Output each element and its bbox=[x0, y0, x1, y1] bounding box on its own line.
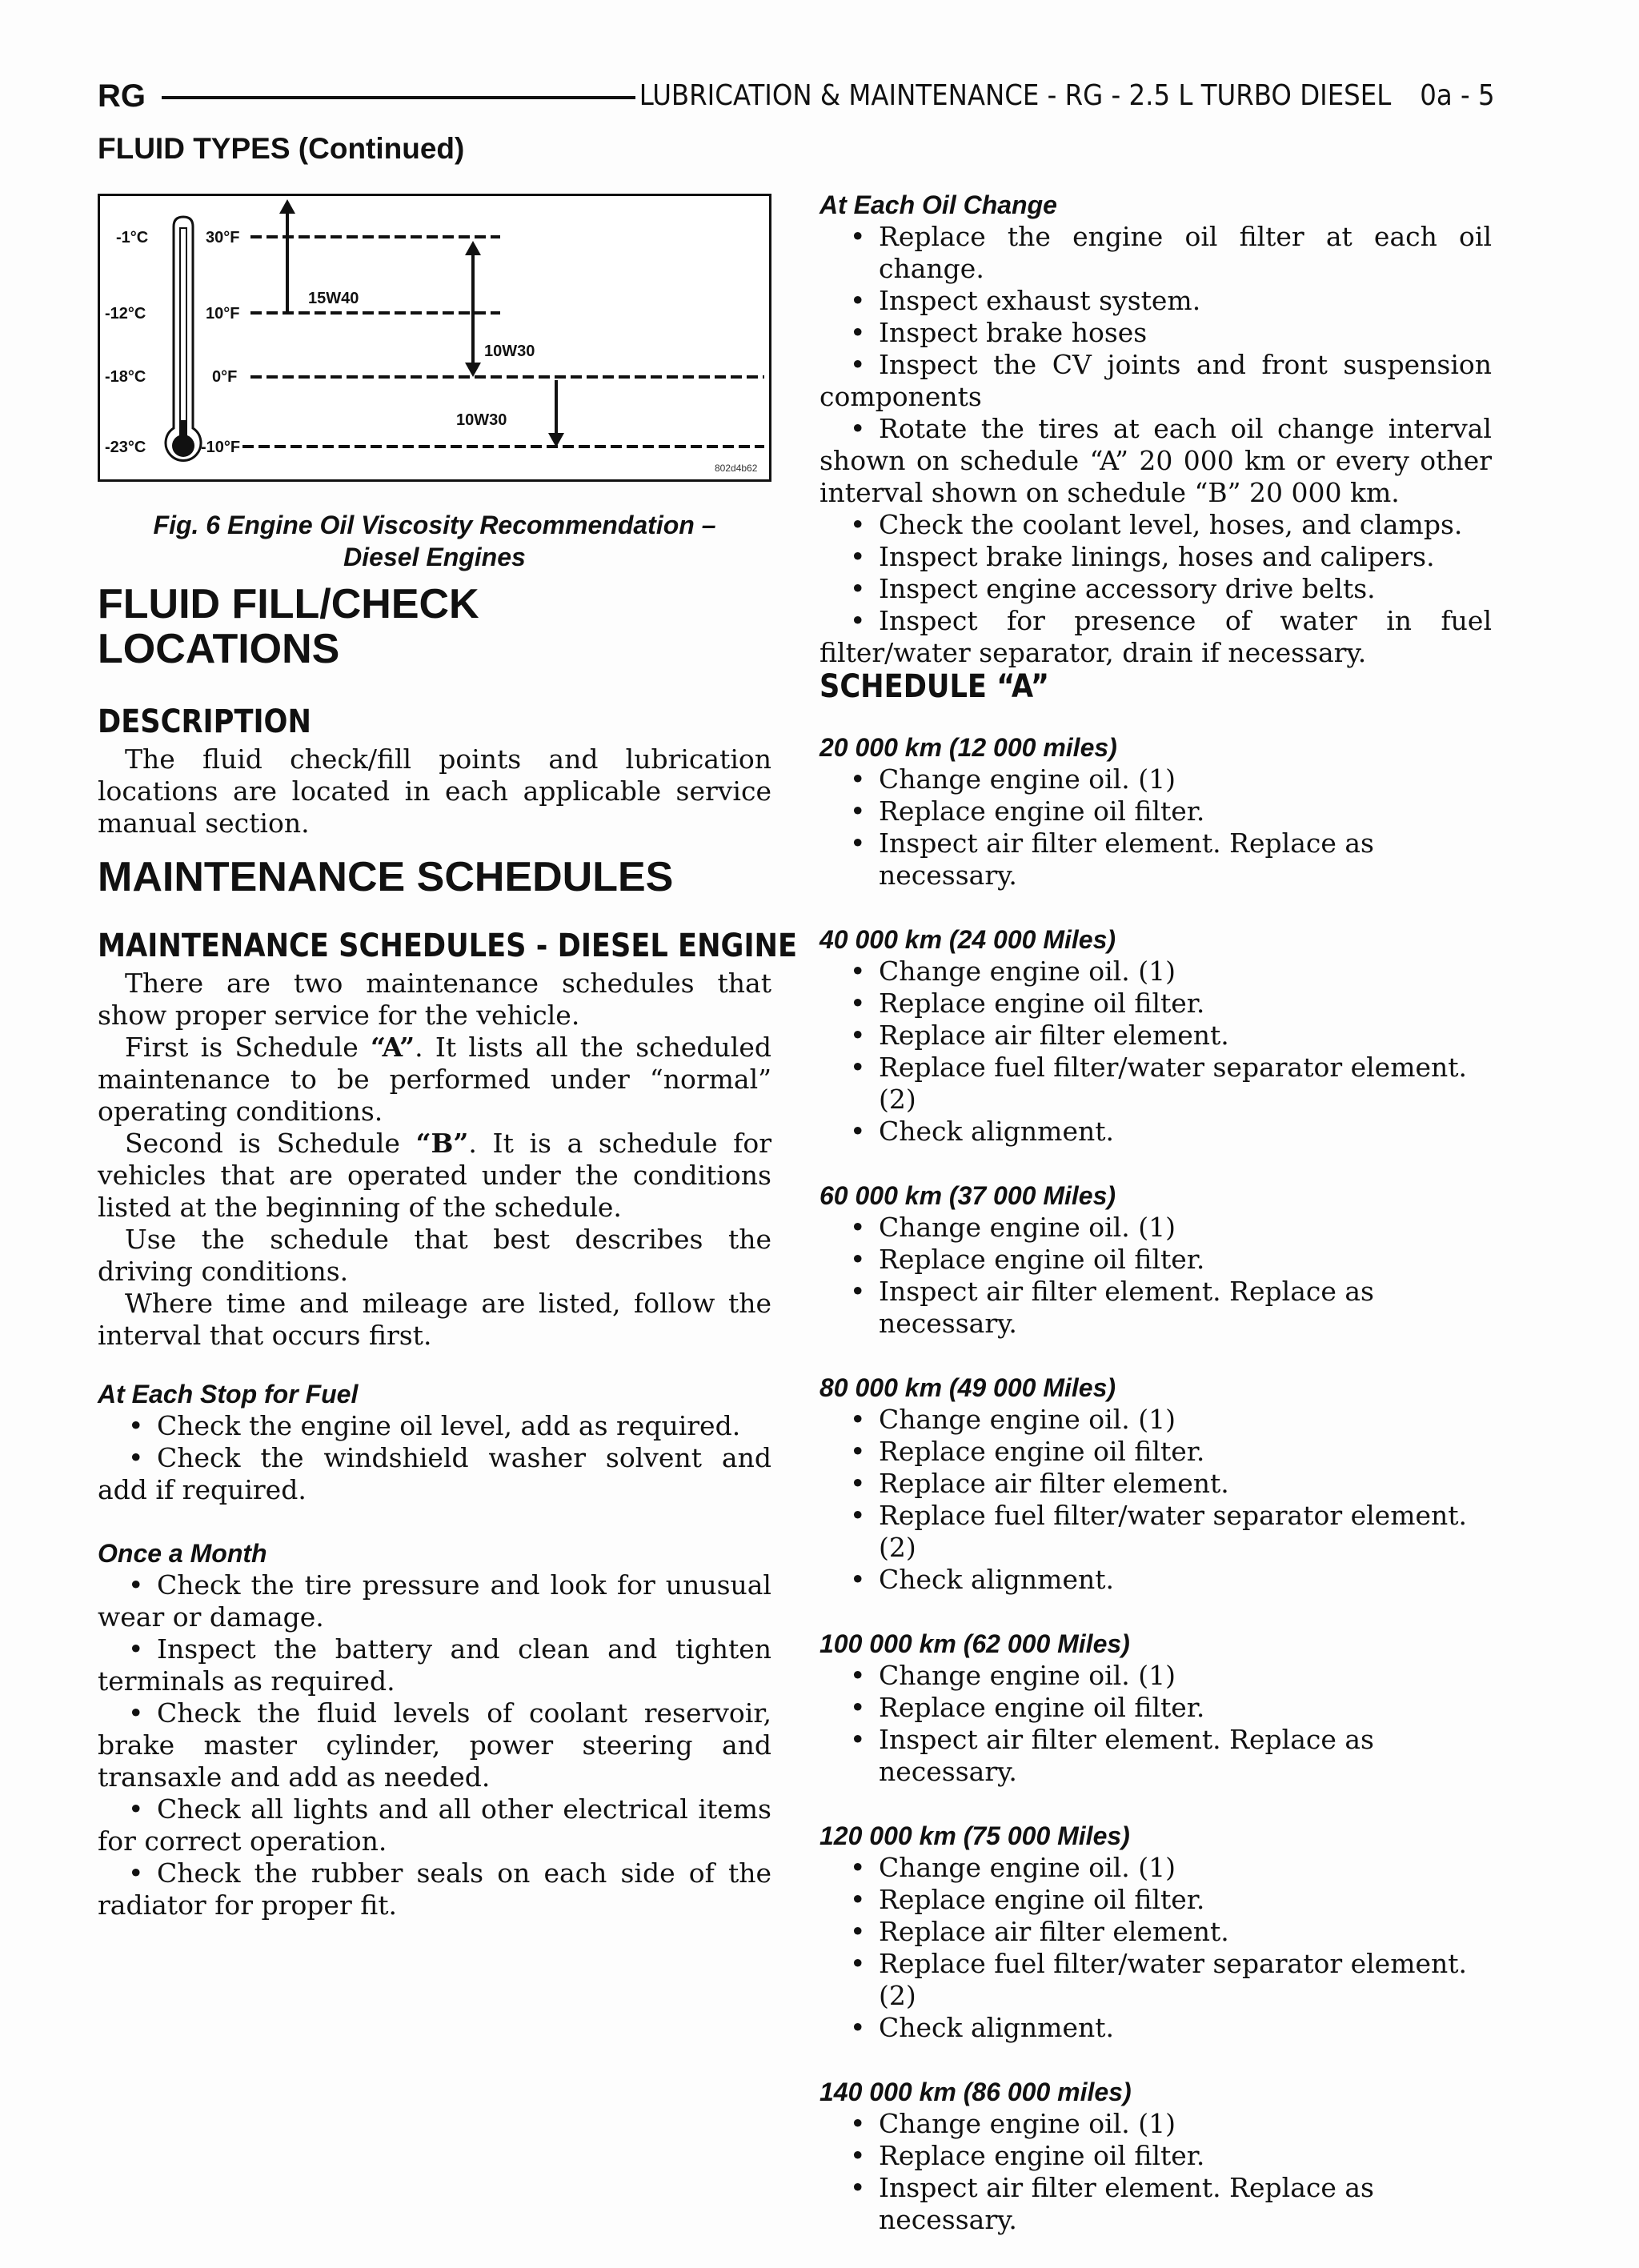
interval-heading: 40 000 km (24 000 Miles) bbox=[820, 925, 1116, 954]
text-span: First is Schedule bbox=[125, 1032, 371, 1063]
fahrenheit-label: -10°F bbox=[201, 439, 241, 456]
list-item: • Replace engine oil filter. bbox=[820, 1244, 1492, 1276]
celsius-label: -23°C bbox=[105, 439, 146, 456]
interval-heading: 20 000 km (12 000 miles) bbox=[820, 733, 1117, 762]
list-item: • Inspect for presence of water in fuel filter/water separator, drain if necessary. bbox=[820, 605, 1492, 669]
interval-block bbox=[820, 1628, 1492, 1788]
list-item: • Inspect air filter element. Replace as necessary. bbox=[820, 827, 1492, 892]
interval-heading: 100 000 km (62 000 Miles) bbox=[820, 1629, 1130, 1658]
interval-block bbox=[820, 1180, 1492, 1340]
schedule-intervals bbox=[820, 731, 1492, 2268]
list-item: • Check the engine oil level, add as required. bbox=[98, 1410, 771, 1442]
list-item: • Check the coolant level, hoses, and clamps. bbox=[820, 509, 1492, 541]
header-rule bbox=[162, 96, 635, 99]
text-span: . It is a schedule for vehicles that are operated under the conditions listed at the beginning of the schedule. bbox=[98, 1128, 772, 1223]
list-item: • Replace engine oil filter. bbox=[820, 1436, 1492, 1468]
list-item: • Change engine oil. (1) bbox=[820, 1852, 1492, 1884]
schedule-a-label: “A” bbox=[371, 1032, 415, 1063]
schedule-b-paragraph bbox=[98, 1128, 771, 1224]
fahrenheit-label: 30°F bbox=[206, 229, 240, 246]
figure-code: 802d4b62 bbox=[715, 463, 758, 474]
celsius-label: -18°C bbox=[105, 368, 146, 386]
celsius-label: -12°C bbox=[105, 305, 146, 323]
list-item: • Replace the engine oil filter at each oil change. bbox=[820, 221, 1492, 285]
interval-block bbox=[820, 2076, 1492, 2236]
list-item: • Inspect exhaust system. bbox=[820, 285, 1492, 317]
list-item: • Replace engine oil filter. bbox=[820, 1692, 1492, 1724]
list-item: • Change engine oil. (1) bbox=[820, 956, 1492, 988]
description-text: The fluid check/fill points and lubrication locations are located in each applicable service manual section. bbox=[98, 743, 771, 839]
maintenance-diesel-heading: MAINTENANCE SCHEDULES - DIESEL ENGINE bbox=[98, 928, 798, 964]
header-title-text: LUBRICATION & MAINTENANCE - RG - 2.5 L TURBO DIESEL bbox=[639, 79, 1392, 112]
list-item: • Change engine oil. (1) bbox=[820, 763, 1492, 795]
list-item: • Check alignment. bbox=[820, 1116, 1492, 1148]
list-item: • Replace engine oil filter. bbox=[820, 795, 1492, 827]
interval-block bbox=[820, 731, 1492, 892]
maintenance-intro bbox=[98, 968, 771, 1352]
list-item: • Replace engine oil filter. bbox=[820, 2140, 1492, 2172]
fuel-stop-section bbox=[98, 1378, 771, 1506]
header-section-code: RG bbox=[98, 78, 146, 114]
interval-block bbox=[820, 1820, 1492, 2044]
list-item: • Replace fuel filter/water separator element. (2) bbox=[820, 1948, 1492, 2012]
figure-caption-line2: Diesel Engines bbox=[343, 543, 526, 571]
interval-paragraph: Where time and mileage are listed, follow the interval that occurs first. bbox=[98, 1288, 771, 1351]
interval-block bbox=[820, 924, 1492, 1148]
list-item: • Check the fluid levels of coolant reservoir, brake master cylinder, power steering and transaxle and add as needed. bbox=[98, 1697, 771, 1793]
list-item: • Check the rubber seals on each side of the radiator for proper fit. bbox=[98, 1857, 771, 1921]
list-item: • Replace air filter element. bbox=[820, 1468, 1492, 1500]
thermometer-icon bbox=[166, 217, 201, 460]
list-item: • Replace air filter element. bbox=[820, 1020, 1492, 1052]
list-item: • Replace fuel filter/water separator element. (2) bbox=[820, 1052, 1492, 1116]
viscosity-figure bbox=[98, 194, 771, 482]
page-header bbox=[98, 77, 1495, 117]
viscosity-diagram bbox=[100, 196, 769, 479]
list-item: • Inspect the battery and clean and tighten terminals as required. bbox=[98, 1633, 771, 1697]
list-item: • Check the windshield washer solvent and add if required. bbox=[98, 1442, 771, 1506]
text-span: Second is Schedule bbox=[125, 1128, 416, 1159]
list-item: • Inspect the CV joints and front suspension components bbox=[820, 349, 1492, 413]
list-item: • Change engine oil. (1) bbox=[820, 1212, 1492, 1244]
fuel-stop-heading: At Each Stop for Fuel bbox=[98, 1380, 359, 1408]
list-item: • Inspect air filter element. Replace as necessary. bbox=[820, 1276, 1492, 1340]
oil-change-section bbox=[820, 189, 1492, 669]
list-item: • Check alignment. bbox=[820, 1564, 1492, 1596]
interval-heading: 60 000 km (37 000 Miles) bbox=[820, 1181, 1116, 1210]
text-span: . It lists all the scheduled maintenance to be performed under “normal” operating conditions. bbox=[98, 1032, 771, 1127]
header-title bbox=[639, 77, 1495, 115]
list-item: • Inspect air filter element. Replace as necessary. bbox=[820, 1724, 1492, 1788]
list-item: • Inspect engine accessory drive belts. bbox=[820, 573, 1492, 605]
intro-paragraph: There are two maintenance schedules that show proper service for the vehicle. bbox=[98, 968, 771, 1031]
list-item: • Check all lights and all other electrical items for correct operation. bbox=[98, 1793, 771, 1857]
interval-block bbox=[820, 1372, 1492, 1596]
list-item: • Change engine oil. (1) bbox=[820, 1660, 1492, 1692]
section-heading: FLUID TYPES (Continued) bbox=[98, 132, 465, 165]
list-item: • Inspect air filter element. Replace as necessary. bbox=[820, 2172, 1492, 2236]
fahrenheit-label: 10°F bbox=[206, 305, 240, 323]
schedule-a-paragraph bbox=[98, 1032, 771, 1128]
list-item: • Change engine oil. (1) bbox=[820, 2108, 1492, 2140]
grade-label-15w40: 15W40 bbox=[308, 290, 359, 307]
list-item: • Rotate the tires at each oil change interval shown on schedule “A” 20 000 km or every other interval shown on schedule “B” 20 000 km. bbox=[820, 413, 1492, 509]
list-item: • Change engine oil. (1) bbox=[820, 1404, 1492, 1436]
list-item: • Inspect brake linings, hoses and calipers. bbox=[820, 541, 1492, 573]
description-heading: DESCRIPTION bbox=[98, 703, 311, 740]
list-item: • Replace engine oil filter. bbox=[820, 988, 1492, 1020]
fahrenheit-label: 0°F bbox=[212, 368, 238, 386]
celsius-label: -1°C bbox=[116, 229, 149, 246]
monthly-heading: Once a Month bbox=[98, 1539, 267, 1568]
schedule-b-label: “B” bbox=[415, 1128, 469, 1159]
grade-label-10w30: 10W30 bbox=[484, 343, 535, 360]
page-number: 0a - 5 bbox=[1420, 79, 1495, 112]
list-item: • Inspect brake hoses bbox=[820, 317, 1492, 349]
schedule-a-heading: SCHEDULE “A” bbox=[820, 668, 1049, 705]
usage-paragraph: Use the schedule that best describes the driving conditions. bbox=[98, 1224, 771, 1287]
oil-change-heading: At Each Oil Change bbox=[820, 190, 1057, 219]
interval-heading: 140 000 km (86 000 miles) bbox=[820, 2078, 1132, 2106]
list-item: • Replace engine oil filter. bbox=[820, 1884, 1492, 1916]
maintenance-schedules-heading: MAINTENANCE SCHEDULES bbox=[98, 854, 674, 900]
figure-caption-line1: Fig. 6 Engine Oil Viscosity Recommendation – bbox=[153, 511, 716, 539]
interval-heading: 120 000 km (75 000 Miles) bbox=[820, 1821, 1130, 1850]
list-item: • Check the tire pressure and look for unusual wear or damage. bbox=[98, 1569, 771, 1633]
list-item: • Check alignment. bbox=[820, 2012, 1492, 2044]
list-item: • Replace air filter element. bbox=[820, 1916, 1492, 1948]
monthly-section bbox=[98, 1537, 771, 1921]
list-item: • Replace fuel filter/water separator element. (2) bbox=[820, 1500, 1492, 1564]
grade-label-10w30: 10W30 bbox=[456, 411, 507, 429]
fluid-fill-heading: FLUID FILL/CHECK LOCATIONS bbox=[98, 581, 479, 672]
interval-heading: 80 000 km (49 000 Miles) bbox=[820, 1373, 1116, 1402]
